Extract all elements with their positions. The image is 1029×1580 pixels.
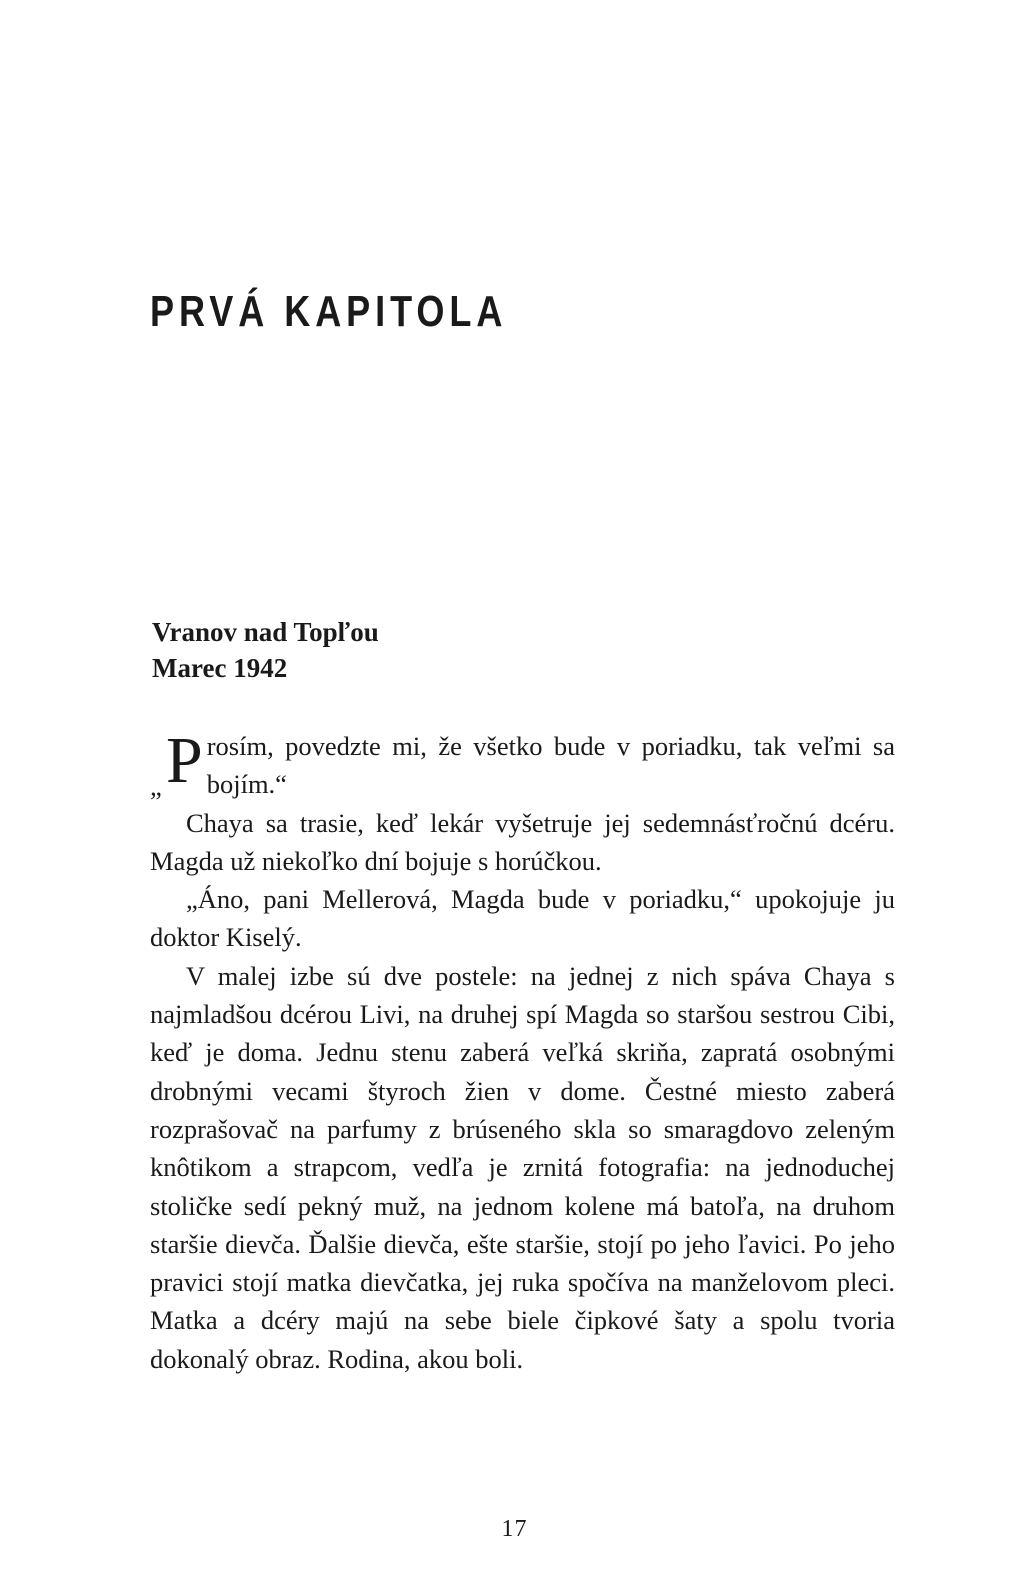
- body-text: [150, 724, 895, 1378]
- paragraph-3: „Áno, pani Mellerová, Magda bude v poriadku,“ upokojuje ju doktor Kiselý.: [150, 884, 895, 953]
- heading-date: Marec 1942: [152, 653, 288, 683]
- paragraph-4: V malej izbe sú dve postele: na jednej z nich spáva Chaya s najmladšou dcérou Livi, na druhej spí Magda so staršou sestrou Cibi, keď je doma. Jednu stenu zaberá veľká skriňa, zapratá osobnými drobnými vecami štyroch žien v dome. Čestné miesto zaberá rozprašovač na parfumy z brúseného skla so smaragdovo zeleným knôtikom a strapcom, vedľa je zrnitá fotografia: na jednoduchej stoličke sedí pekný muž, na jednom kolene má batoľa, na druhom staršie dievča. Ďalšie dievča, ešte staršie, stojí po jeho ľavici. Po jeho pravici stojí matka dievčatka, jej ruka spočíva na manželovom pleci. Matka a dcéry majú na sebe biele čipkové šaty a spolu tvoria dokonalý obraz. Rodina, akou boli.: [150, 960, 895, 1374]
- paragraph-1: [150, 724, 895, 804]
- paragraph-1-text: rosím, povedzte mi, že všetko bude v poriadku, tak veľmi sa bojím.“: [206, 731, 895, 800]
- heading-place: Vranov nad Topľou: [152, 617, 379, 647]
- page-number: 17: [501, 1516, 528, 1542]
- opening-quote: „: [150, 771, 162, 801]
- paragraph-2: Chaya sa trasie, keď lekár vyšetruje jej sedemnásťročnú dcéru. Magda už niekoľko dní bojuje s horúčkou.: [150, 807, 895, 876]
- section-heading: [152, 614, 379, 686]
- drop-cap: P: [166, 724, 203, 797]
- chapter-title: PRVÁ KAPITOLA: [150, 287, 508, 336]
